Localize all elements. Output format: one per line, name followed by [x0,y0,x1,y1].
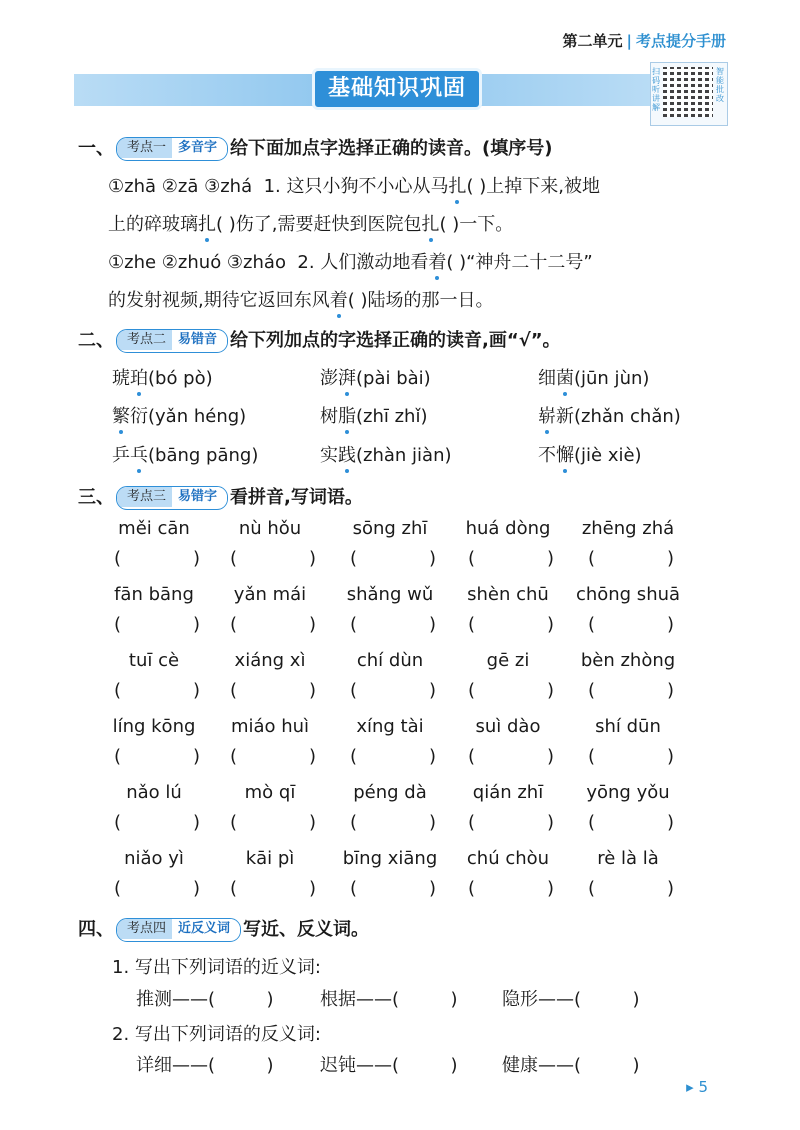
pinyin-word: shí dūn [595,716,661,737]
section-number: 三、 [78,487,114,508]
section-tag [116,918,241,942]
blank-space [399,989,451,1010]
close-paren: ) [666,548,674,569]
close-paren: ) [192,878,200,899]
section-1-heading [78,134,552,161]
text: 2. 人们激动地看 [297,252,429,273]
close-paren: ) [428,878,436,899]
close-paren: ) [666,746,674,767]
pinyin-word: líng kōng [112,716,196,737]
text: ( )上掉下来,被地 [466,176,600,197]
word-prompt: 迟钝——( [320,1055,400,1076]
open-paren: ( [114,746,122,767]
tag-label: 考点四 [117,919,172,939]
banner-title: 基础知识巩固 [312,68,482,110]
answer-blank[interactable] [114,680,200,701]
word-prompt: 详细——( [136,1055,216,1076]
answer-blank[interactable] [230,614,316,635]
word-blank[interactable] [320,985,458,1011]
open-paren: ( [350,812,358,833]
answer-blank[interactable] [230,878,316,899]
tag-label: 考点二 [117,330,172,350]
word-blank[interactable] [502,1051,640,1077]
pinyin-word: mò qī [244,782,296,803]
answer-blank[interactable] [468,548,554,569]
pinyin-word: xiáng xì [234,650,306,671]
close-paren: ) [308,680,316,701]
word-char: 不 [538,445,556,466]
pinyin-word: chú chòu [466,848,550,869]
close-paren: ) [546,614,554,635]
close-paren: ) [666,680,674,701]
word-prompt: 隐形——( [502,989,582,1010]
answer-blank[interactable] [468,746,554,767]
page-number-value: 5 [698,1078,708,1096]
open-paren: ( [230,614,238,635]
text: ( )陆场的那一日。 [347,290,494,311]
open-paren: ( [588,614,596,635]
open-paren: ( [588,878,596,899]
answer-blank[interactable] [588,746,674,767]
book-title: 考点提分手册 [635,32,726,50]
tag-label: 考点三 [117,487,172,507]
dotted-char: 着 [428,248,446,274]
answer-blank[interactable] [114,812,200,833]
antonym-subtitle: 2. 写出下列词语的反义词: [112,1024,321,1045]
section-2-heading [78,326,561,353]
blank-space [215,1055,267,1076]
word-blank[interactable] [136,1051,274,1077]
dotted-char: 着 [330,286,348,312]
pinyin-word: chí dùn [356,650,424,671]
open-paren: ( [588,548,596,569]
answer-blank[interactable] [468,878,554,899]
text: ( )伤了,需要赶快到医院包 [216,214,422,235]
pinyin-word: péng dà [353,782,427,803]
blank-space [581,1055,633,1076]
answer-blank[interactable] [230,812,316,833]
pinyin-word: huá dòng [465,518,551,539]
close-paren: ) [308,614,316,635]
dotted-char: 践 [338,441,356,467]
close-paren: ) [428,548,436,569]
open-paren: ( [350,548,358,569]
qr-left-text: 扫码听讲解 [652,67,660,112]
close-paren: ) [192,680,200,701]
word-char: 乒 [112,445,130,466]
close-paren: ) [666,614,674,635]
dotted-char: 乓 [130,441,148,467]
open-paren: ( [230,878,238,899]
word-blank[interactable] [136,985,274,1011]
close-paren: ) [192,548,200,569]
answer-blank[interactable] [468,812,554,833]
pinyin-options: (zhǎn chǎn) [574,406,681,427]
running-header [562,30,726,51]
pinyin-word: zhēng zhá [581,518,675,539]
tag-topic: 近反义词 [172,919,240,939]
open-paren: ( [114,878,122,899]
open-paren: ( [350,746,358,767]
page-number [686,1078,708,1096]
pinyin-options: (zhī zhǐ) [356,406,428,427]
section-3-heading [78,483,363,510]
pinyin-options: (zhàn jiàn) [356,445,452,466]
pinyin-options: (pài bài) [356,368,431,389]
section-instruction: 给下面加点字选择正确的读音。(填序号) [230,138,553,159]
pronunciation-item [320,441,452,467]
dotted-char: 珀 [130,364,148,390]
open-paren: ( [114,548,122,569]
synonym-subtitle: 1. 写出下列词语的近义词: [112,957,321,978]
close-paren: ) [666,812,674,833]
qr-code-box[interactable] [650,62,728,126]
dotted-char: 扎 [422,210,440,236]
close-paren: ) [450,1055,458,1076]
close-paren: ) [546,878,554,899]
answer-blank[interactable] [588,548,674,569]
pronunciation-item [112,402,246,428]
open-paren: ( [230,548,238,569]
pinyin-word: fān bāng [114,584,194,605]
pinyin-word: kāi pì [245,848,295,869]
close-paren: ) [666,878,674,899]
answer-blank[interactable] [230,548,316,569]
s1-line-4 [108,286,494,312]
pinyin-word: měi cān [118,518,190,539]
pinyin-options: (yǎn héng) [148,406,247,427]
pinyin-word: shǎng wǔ [346,584,434,605]
open-paren: ( [114,812,122,833]
section-instruction: 给下列加点的字选择正确的读音,画“√”。 [230,330,561,351]
s1-line-2 [108,210,513,236]
page-mark-icon: ▸ [686,1078,694,1096]
pinyin-options: (jiè xiè) [574,445,642,466]
answer-blank[interactable] [350,548,436,569]
section-number: 四、 [78,919,114,940]
section-4-heading [78,915,369,942]
close-paren: ) [546,746,554,767]
pinyin-word: bīng xiāng [342,848,438,869]
pinyin-word: nǎo lú [126,782,182,803]
close-paren: ) [192,614,200,635]
close-paren: ) [428,812,436,833]
pinyin-word: shèn chū [467,584,549,605]
close-paren: ) [428,680,436,701]
pinyin-options: (bāng pāng) [148,445,259,466]
word-blank[interactable] [320,1051,458,1077]
open-paren: ( [230,746,238,767]
word-prompt: 推测——( [136,989,216,1010]
open-paren: ( [350,878,358,899]
answer-blank[interactable] [350,614,436,635]
pronunciation-item [320,364,431,390]
answer-blank[interactable] [350,812,436,833]
dotted-char: 懈 [556,441,574,467]
pinyin-word: chōng shuā [575,584,681,605]
text: 的发射视频,期待它返回东风 [108,290,330,311]
header-separator: | [626,32,632,50]
close-paren: ) [546,812,554,833]
open-paren: ( [230,812,238,833]
pinyin-word: qián zhī [472,782,544,803]
close-paren: ) [308,878,316,899]
answer-blank[interactable] [114,548,200,569]
answer-blank[interactable] [468,680,554,701]
section-number: 二、 [78,330,114,351]
close-paren: ) [192,746,200,767]
close-paren: ) [428,614,436,635]
close-paren: ) [308,548,316,569]
word-char: 树 [320,406,338,427]
open-paren: ( [114,680,122,701]
open-paren: ( [588,812,596,833]
answer-blank[interactable] [114,614,200,635]
answer-blank[interactable] [114,746,200,767]
word-char: 琥 [112,368,130,389]
answer-blank[interactable] [468,614,554,635]
open-paren: ( [230,680,238,701]
open-paren: ( [588,746,596,767]
dotted-char: 繁 [112,402,130,428]
tag-label: 考点一 [117,138,172,158]
open-paren: ( [114,614,122,635]
answer-blank[interactable] [230,746,316,767]
close-paren: ) [308,812,316,833]
close-paren: ) [632,989,640,1010]
word-char: 衍 [130,406,148,427]
section-instruction: 看拼音,写词语。 [230,487,363,508]
pinyin-word: yōng yǒu [586,782,670,803]
pronunciation-item [112,364,213,390]
pinyin-word: rè là là [597,848,659,869]
pinyin-word: niǎo yì [124,848,184,869]
s1-line-3 [108,248,593,274]
answer-blank[interactable] [588,878,674,899]
open-paren: ( [350,614,358,635]
pinyin-word: miáo huì [230,716,310,737]
dotted-char: 菌 [556,364,574,390]
open-paren: ( [468,878,476,899]
answer-blank[interactable] [350,680,436,701]
qr-code-icon [663,67,713,117]
word-char: 实 [320,445,338,466]
word-char: 细 [538,368,556,389]
word-char: 澎 [320,368,338,389]
pinyin-options: (jūn jùn) [574,368,650,389]
pinyin-word: sōng zhī [352,518,428,539]
options-zha: ①zhā ②zā ③zhá [108,176,253,197]
section-tag [116,486,228,510]
dotted-char: 扎 [448,172,466,198]
open-paren: ( [468,680,476,701]
options-zhe: ①zhe ②zhuó ③zháo [108,252,286,273]
text: 上的碎玻璃 [108,214,198,235]
s1-line-1 [108,172,600,198]
dotted-char: 湃 [338,364,356,390]
pronunciation-item [320,402,427,428]
dotted-char: 脂 [338,402,356,428]
close-paren: ) [308,746,316,767]
open-paren: ( [468,746,476,767]
word-prompt: 健康——( [502,1055,582,1076]
open-paren: ( [588,680,596,701]
pinyin-options: (bó pò) [148,368,213,389]
tag-topic: 易错音 [172,330,227,350]
pinyin-word: nù hǒu [238,518,302,539]
blank-space [581,989,633,1010]
pronunciation-item [112,441,258,467]
pronunciation-item [538,402,681,428]
answer-blank[interactable] [588,614,674,635]
pronunciation-item [538,364,649,390]
word-blank[interactable] [502,985,640,1011]
answer-blank[interactable] [588,680,674,701]
answer-blank[interactable] [230,680,316,701]
answer-blank[interactable] [114,878,200,899]
section-instruction: 写近、反义词。 [243,919,370,940]
open-paren: ( [350,680,358,701]
dotted-char: 崭 [538,402,556,428]
pronunciation-item [538,441,642,467]
open-paren: ( [468,548,476,569]
text: ( )“神舟二十二号” [446,252,593,273]
close-paren: ) [428,746,436,767]
pinyin-word: gē zi [486,650,530,671]
unit-label: 第二单元 [562,32,623,50]
blank-space [215,989,267,1010]
section-tag [116,329,228,353]
section-number: 一、 [78,138,114,159]
pinyin-word: suì dào [475,716,541,737]
open-paren: ( [468,812,476,833]
text: ( )一下。 [439,214,514,235]
pinyin-word: bèn zhòng [580,650,676,671]
close-paren: ) [546,680,554,701]
close-paren: ) [632,1055,640,1076]
pinyin-word: tuī cè [128,650,180,671]
word-prompt: 根据——( [320,989,400,1010]
tag-topic: 多音字 [172,138,227,158]
pinyin-word: xíng tài [356,716,424,737]
blank-space [399,1055,451,1076]
answer-blank[interactable] [350,746,436,767]
answer-blank[interactable] [588,812,674,833]
answer-blank[interactable] [350,878,436,899]
close-paren: ) [266,1055,274,1076]
tag-topic: 易错字 [172,487,227,507]
pinyin-word: yǎn mái [233,584,307,605]
dotted-char: 扎 [198,210,216,236]
text: 1. 这只小狗不小心从马 [263,176,449,197]
close-paren: ) [266,989,274,1010]
close-paren: ) [450,989,458,1010]
open-paren: ( [468,614,476,635]
close-paren: ) [192,812,200,833]
close-paren: ) [546,548,554,569]
qr-right-text: 智能批改 [716,67,724,103]
word-char: 新 [556,406,574,427]
section-tag [116,137,228,161]
